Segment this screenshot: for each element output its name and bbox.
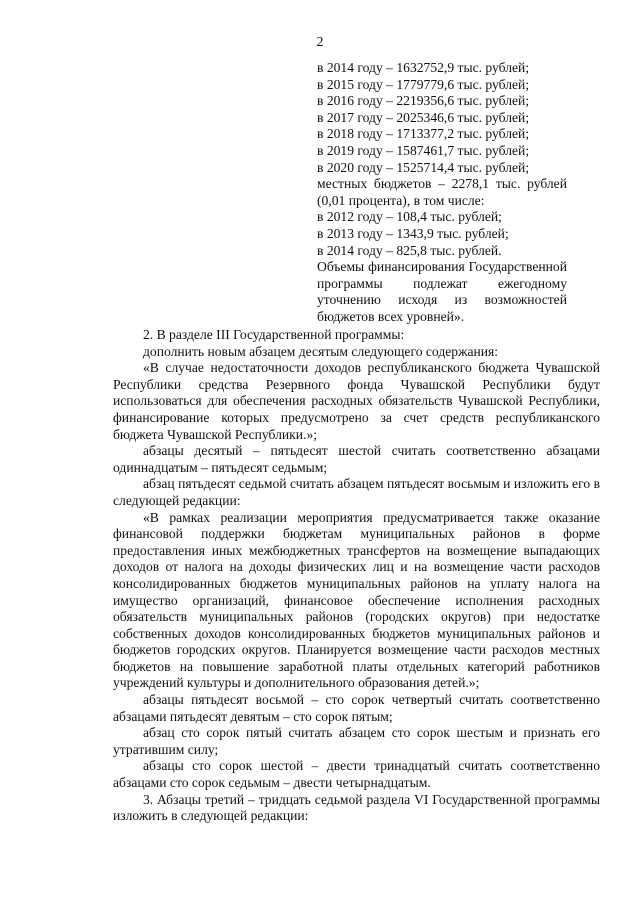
funding-line-2015: в 2015 году – 1779779,6 тыс. рублей; bbox=[317, 76, 530, 92]
local-line-2014: в 2014 году – 825,8 тыс. рублей. bbox=[317, 242, 502, 258]
funding-line-2018: в 2018 году – 1713377,2 тыс. рублей; bbox=[317, 126, 530, 142]
funding-line-2016: в 2016 году – 2219356,6 тыс. рублей; bbox=[317, 93, 530, 109]
funding-line-2020: в 2020 году – 1525714,4 тыс. рублей; bbox=[317, 159, 530, 175]
paragraph-financial-support-quote: «В рамках реализации мероприятия предусматривается также оказание финансовой поддержки бюджетам муниципальных районов в форме предоставления иных межбюджетных трансфертов на возмещение выпадающих доходов от налога на доходы физических лиц и на возмещение части расходов консолидированных бюджетов муниципальных районов на уплату налога на имущество организаций, финансовое обеспечение исполнения расходных обязательств муниципальных районов (городских округов) при недостатке собственных доходов консолидированных бюджетов муниципальных районов и бюджетов городских округов. Планируется возмещение части расходов местных бюджетов на повышение заработной платы отдельных категорий работников учреждений культуры и дополнительного образования детей.»; bbox=[113, 509, 600, 691]
paragraph-reserve-fund-quote: «В случае недостаточности доходов республиканского бюджета Чувашской Республики средства Резервного фонда Чувашской Республики будут использоваться для обеспечения расходных обязательств Чувашской Республики, финансирование которых предусмотрено за счет средств республиканского бюджета Чувашской Республики.»; bbox=[113, 360, 600, 442]
main-text bbox=[113, 327, 600, 825]
page-number: 2 bbox=[316, 35, 324, 50]
paragraph-renumber-146-213: абзацы сто сорок шестой – двести тринадцатый считать соответственно абзацами сто сорок седьмым – двести четырнадцатым. bbox=[113, 758, 600, 791]
funding-line-2017: в 2017 году – 2025346,6 тыс. рублей; bbox=[317, 109, 530, 125]
paragraph-renumber-58-144: абзацы пятьдесят восьмой – сто сорок четвертый считать соответственно абзацами пятьдесят девятым – сто сорок пятым; bbox=[113, 692, 600, 724]
paragraph-145-repealed: абзац сто сорок пятый считать абзацем сто сорок шестым и признать его утратившим силу; bbox=[113, 725, 600, 757]
funding-line-2019: в 2019 году – 1587461,7 тыс. рублей; bbox=[317, 142, 530, 158]
paragraph-section-6-heading: 3. Абзацы третий – тридцать седьмой раздела VI Государственной программы изложить в следующей редакции: bbox=[113, 791, 600, 824]
paragraph-57-new-edition: абзац пятьдесят седьмой считать абзацем пятьдесят восьмым и изложить его в следующей редакции: bbox=[113, 476, 600, 508]
funding-line-2014: в 2014 году – 1632752,9 тыс. рублей; bbox=[317, 60, 530, 75]
funding-block bbox=[317, 60, 567, 326]
volumes-note: Объемы финансирования Государственной программы подлежат ежегодному уточнению исходя из возможностей бюджетов всех уровней». bbox=[317, 259, 567, 324]
local-line-2013: в 2013 году – 1343,9 тыс. рублей; bbox=[317, 225, 509, 241]
paragraph-renumber-10-56: абзацы десятый – пятьдесят шестой считать соответственно абзацами одиннадцатым – пятьдесят седьмым; bbox=[113, 443, 600, 475]
paragraph-add-tenth: дополнить новым абзацем десятым следующего содержания: bbox=[143, 343, 499, 359]
paragraph-section-3-heading: 2. В разделе III Государственной программы: bbox=[143, 327, 405, 342]
local-line-2012: в 2012 году – 108,4 тыс. рублей; bbox=[317, 209, 502, 225]
local-budgets-line: местных бюджетов – 2278,1 тыс. рублей (0,01 процента), в том числе: bbox=[317, 176, 567, 208]
